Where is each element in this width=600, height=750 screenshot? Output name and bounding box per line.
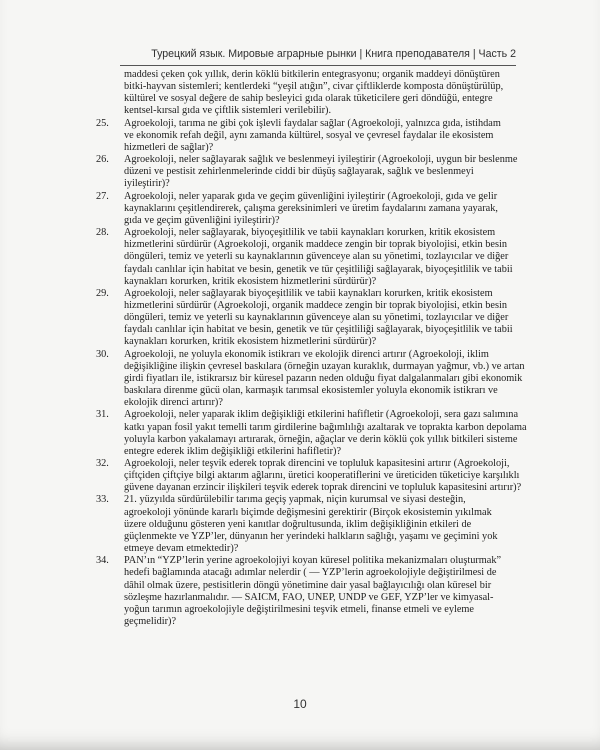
question-line: Agroekoloji, tarıma ne gibi çok işlevli faydalar sağlar (Agroekoloji, yalnızca gıda, istihdam [124, 117, 501, 129]
question-line: Agroekoloji, neler sağlayarak sağlık ve beslenmeyi iyileştirir (Agroekoloji, uygun bir beslenme [124, 154, 518, 166]
question-line: kaynaklarını çeşitlendirerek, çalışma gereksinimleri ve üretim faydalarını zamana yayarak, [124, 202, 498, 214]
question-line: 21. yüzyılda sürdürülebilir tarıma geçiş yapmak, niçin kurumsal ve siyasi desteğin, [124, 494, 466, 506]
question-line: dâhil olmak üzere, pestisitlerin döngü yönetimine dair yasal bağlayıcılığı olan küresel bir [124, 579, 492, 591]
question-text [124, 458, 524, 494]
question-line: ve ekonomik refah değil, aynı zamanda kültürel, sosyal ve çevresel faydalar ile ekosistem [124, 129, 494, 141]
question-line: baskılara direnme gücü olan, karmaşık tarımsal ekosistemler yoluyla ekonomik istikrarı ve [124, 385, 498, 397]
question-line: agroekoloji yönünde kararlı biçimde değişmesini gerektirir (Birçok ekosistemin yıkılmak [124, 506, 492, 518]
question-line: kaynakları korurken, kritik ekosistem hizmetlerini sürdürür)? [124, 336, 377, 348]
question-item [96, 191, 524, 227]
question-line: hedefi bağlamında atacağı adımlar nelerdir ( — YZP’lerin agroekolojiyle değiştirilmesi de [124, 567, 497, 579]
question-line: Agroekoloji, neler yaparak iklim değişikliği etkilerini hafifletir (Agroekoloji, sera gazı salımına [124, 409, 519, 421]
question-line: katkı yapan fosil yakıt temelli tarım girdilerine bağımlılığı azaltarak ve toprakta karbon depolama [124, 421, 527, 433]
question-line: hizmetleri de sağlar)? [124, 141, 214, 153]
question-line: entegre ederek iklim değişikliği etkilerini hafifletir)? [124, 445, 342, 457]
question-text [124, 494, 524, 555]
question-item [96, 555, 524, 628]
question-line: Agroekoloji, ne yoluyla ekonomik istikrarı ve ekolojik direnci artırır (Agroekoloji, iklim [124, 348, 489, 360]
question-item [96, 118, 524, 154]
question-list [96, 117, 527, 629]
question-text [124, 288, 524, 349]
question-line: güvene dayanan erzincir ilişkileri teşvik ederek toprak direncini ve topluluk kapasitesini artırır)? [124, 482, 522, 494]
question-line: üzere olduğunu gösteren yeni kanıtlar doğrultusunda, iklim değişikliğinin etkileri de [124, 518, 472, 530]
intro-paragraph [96, 69, 524, 118]
question-line: kaynakları korurken, kritik ekosistem hizmetlerini sürdürür)? [124, 275, 377, 287]
question-text [124, 191, 524, 227]
question-number: 30. [96, 348, 109, 360]
question-line: Agroekoloji, neler yaparak gıda ve geçim güvenliğini iyileştirir (Agroekoloji, gıda ve gelir [124, 190, 498, 202]
question-number: 25. [96, 117, 109, 129]
question-text [124, 118, 524, 154]
question-number: 33. [96, 494, 109, 506]
question-text [124, 409, 527, 458]
question-line: Agroekoloji, neler sağlayarak biyoçeşitlilik ve tabii kaynakları korurken, kritik ekosistem [124, 287, 493, 299]
page-body [96, 69, 527, 628]
question-line: Agroekoloji, neler teşvik ederek toprak direncini ve topluluk kapasitesini artırır (Agroekoloji, [124, 458, 510, 469]
intro-line: kentsel-kırsal gıda ve çiftlik sistemleri verilebilir). [124, 105, 332, 117]
question-number: 29. [96, 287, 109, 299]
running-header: Турецкий язык. Мировые аграрные рынки | Книга преподавателя | Часть 2 [151, 48, 516, 60]
question-line: güçlenmekte ve YZP’ler, dünyanın her yerindeki halkların sağlığı, yaşamı ve geçimini yok [124, 530, 498, 542]
question-line: düzeni ve pestisit zehirlenmelerinde ciddi bir düşüş sağlayarak, sağlık ve beslenmeyi [124, 166, 474, 178]
intro-line: bitki-hayvan sistemleri; kentlerdeki “yeşil atığın”, civar çiftliklerde komposta dönüştürülüp, [124, 81, 504, 93]
question-item [96, 288, 524, 349]
question-text [124, 227, 524, 288]
question-number: 27. [96, 190, 109, 202]
question-text [124, 154, 524, 190]
question-line: yoluyla karbon yakalamayı artırarak, örneğin, ağaçlar ve derin köklü çok yıllık bitkileri sisteme [124, 433, 518, 445]
question-line: PAN’ın “YZP’lerin yerine agroekolojiyi koyan küresel politika mekanizmaları oluşturmak” [124, 555, 502, 567]
question-line: yoğun tarımın agroekolojiyle değiştirilmesini teşvik etmeli, finanse etmeli ve eyleme [124, 603, 475, 615]
question-item [96, 409, 527, 458]
question-number: 28. [96, 227, 109, 239]
question-line: ekolojik direnci artırır)? [124, 397, 223, 409]
question-line: faydalı canlılar için habitat ve besin, genetik ve tür çeşitliliği sağlayarak, biyoçeşitlilik ve tabii [124, 324, 513, 336]
question-line: geçmelidir)? [124, 616, 177, 628]
question-line: döngüleri, temiz ve yeterli su kaynaklarının güvenceye alan su yönetimi, tozlayıcılar ve diğer [124, 251, 509, 263]
question-line: Agroekoloji, neler sağlayarak, biyoçeşitlilik ve tabii kaynakları korurken, kritik ekosistem [124, 227, 496, 239]
question-item [96, 227, 524, 288]
intro-line: maddesi çeken çok yıllık, derin köklü bitkilerin entegrasyonu; organik maddeyi dönüştüren [124, 69, 500, 80]
question-item [96, 494, 524, 555]
question-item [96, 349, 524, 410]
question-line: çiftçiden çiftçiye bilgi aktarım ağlarını, üretici kooperatiflerini ve üreticiden tüketiciye karşılıklı [124, 470, 520, 482]
question-number: 26. [96, 154, 109, 166]
question-item [96, 458, 524, 494]
question-line: hizmetlerini sürdürür (Agroekoloji, organik maddece zengin bir toprak biyolojisi, etkin besin [124, 299, 507, 311]
question-line: girdi fiyatları ile, istikrarsız bir küresel pazarın neden olduğu fiyat dalgalanmaları gibi ekonomik [124, 372, 523, 384]
question-line: etmeye devam etmektedir)? [124, 543, 239, 555]
question-line: sözleşme hazırlanmalıdır. — SAICM, FAO, UNEP, UNDP ve GEF, YZP’ler ve kimyasal- [124, 591, 494, 603]
question-number: 32. [96, 458, 109, 469]
intro-line: kültürel ve sosyal değere de sahip besleyici gıda olarak tüketicilere geri döndüğü, entegre [124, 93, 493, 105]
question-number: 31. [96, 409, 109, 421]
question-number: 34. [96, 555, 109, 567]
question-line: döngüleri, temiz ve yeterli su kaynaklarının güvenceye alan su yönetimi, tozlayıcılar ve diğer [124, 312, 509, 324]
question-line: gıda ve geçim güvenliğini iyileştirir)? [124, 214, 280, 226]
question-line: faydalı canlılar için habitat ve besin, genetik ve tür çeşitliliği sağlayarak, biyoçeşitlilik ve tabii [124, 263, 513, 275]
question-line: hizmetlerini sürdürür (Agroekoloji, organik maddece zengin bir toprak biyolojisi, etkin besin [124, 239, 507, 251]
question-text [124, 555, 524, 628]
question-line: değişikliğine ilişkin çevresel baskılara (örneğin uzayan kuraklık, durmayan yağmur, vb.) ve artan [124, 360, 525, 372]
question-item [96, 154, 524, 190]
header-rule [120, 65, 516, 66]
question-line: iyileştirir)? [124, 178, 170, 190]
question-text [124, 349, 524, 410]
page-number: 10 [293, 697, 307, 711]
